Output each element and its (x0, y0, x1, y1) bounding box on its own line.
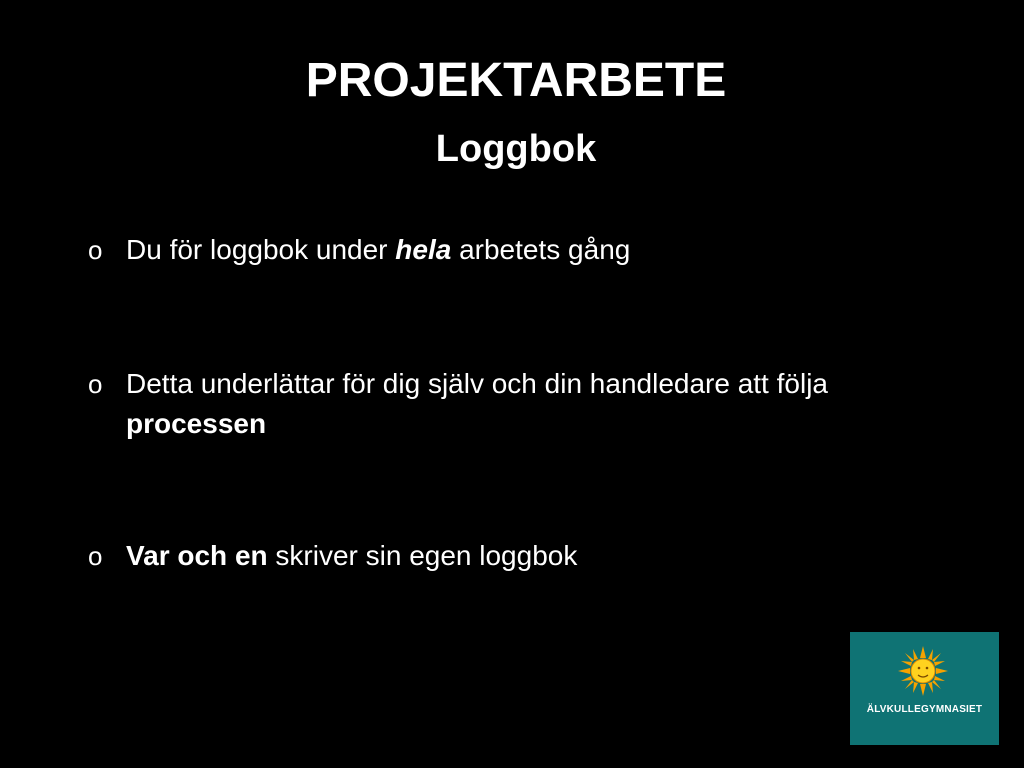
list-item (88, 230, 948, 270)
bullet-text: arbetets gång (451, 234, 631, 265)
bullet-text: skriver sin egen loggbok (267, 540, 578, 571)
bullet-text: Detta underlättar för dig själv och din handledare att följa (126, 368, 828, 399)
bullet-marker: o (88, 235, 103, 265)
slide-title: PROJEKTARBETE (305, 54, 727, 107)
bullet-text: Du för loggbok under (126, 234, 396, 265)
sun-icon (898, 646, 948, 696)
list-item (88, 536, 948, 576)
bullet-marker: o (88, 369, 103, 399)
list-item (88, 364, 948, 444)
logo-text: ÄLVKULLEGYMNASIET (866, 704, 983, 715)
slide-subtitle: Loggbok (435, 128, 597, 170)
bullet-strong: Var och en (126, 540, 268, 571)
bullet-emphasis: hela (395, 234, 452, 265)
bullet-marker: o (88, 541, 103, 571)
bullet-strong: processen (126, 408, 267, 439)
school-logo (850, 632, 999, 745)
